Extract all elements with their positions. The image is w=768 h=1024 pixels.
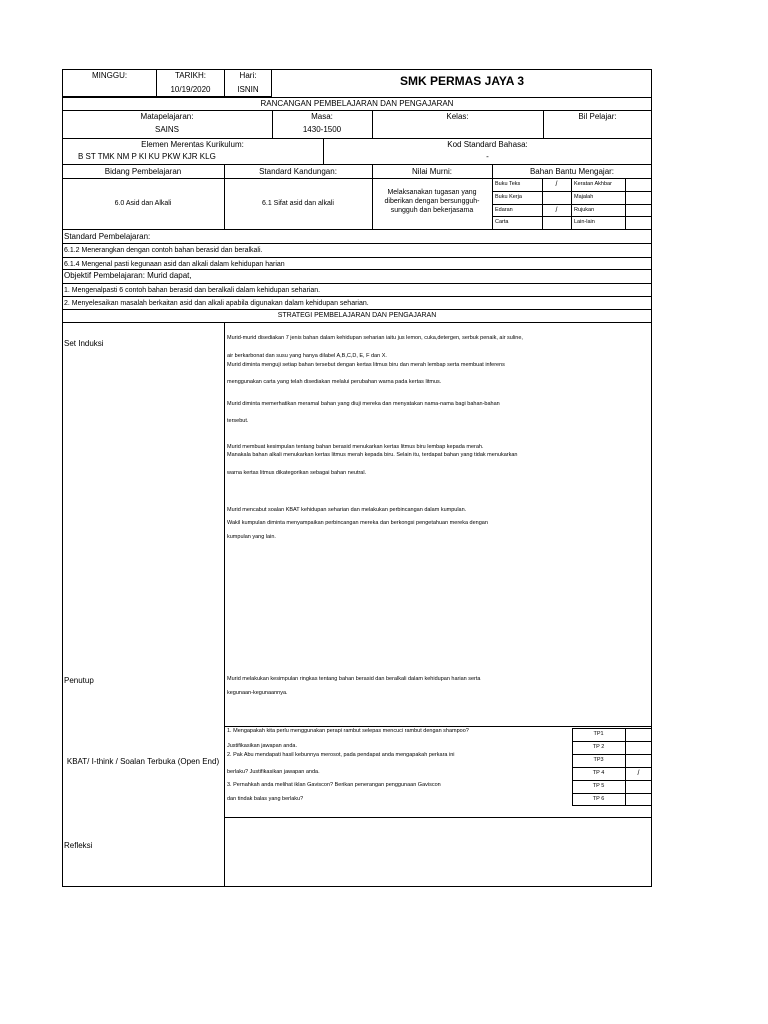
penutup-line: Murid melakukan kesimpulan ringkas tentang bahan berasid dan beralkali dalam kehidupan harian serta (227, 676, 481, 682)
tp-mark: / (637, 770, 640, 777)
bahan-right: Rujukan (574, 207, 595, 213)
strategi-title: STRATEGI PEMBELAJARAN DAN PENGAJARAN (277, 312, 437, 319)
matapelajaran-label: Matapelajaran: (140, 112, 194, 121)
tp-label: TP 6 (592, 796, 605, 802)
divider (62, 309, 652, 310)
refleksi-label: Refleksi (64, 841, 93, 850)
sp-item: 6.1.2 Menerangkan dengan contoh bahan berasid dan beralkali. (64, 247, 263, 254)
kbat-line: 1. Mengapakah kita perlu menggunakan perapi rambut selepas mencuci rambut dengan shampoo? (227, 728, 469, 734)
school-name: SMK PERMAS JAYA 3 (399, 74, 525, 88)
kbat-line: dan tindak balas yang berlaku? (227, 796, 304, 802)
kbat-line: 3. Pernahkah anda melihat iklan Gaviscon? Berikan penerangan penggunaan Gaviscon (227, 782, 441, 788)
kod-label: Kod Standard Bahasa: (447, 140, 528, 149)
kbat-line: Justifikasikan jawapan anda. (227, 743, 298, 749)
activity-line: air berkarbonat dan susu yang hanya dilabel A,B,C,D, E, F dan X. (227, 353, 387, 359)
activity-line: tersebut. (227, 418, 249, 424)
bahan-right: Lain-lain (574, 219, 595, 225)
bahan-right: Keratan Akhbar (574, 181, 612, 187)
activity-line: kumpulan yang lain. (227, 534, 276, 540)
divider (224, 322, 225, 887)
elemen-label: Elemen Merentas Kurikulum: (141, 140, 244, 149)
bil-pelajar-label: Bil Pelajar: (578, 112, 617, 121)
activity-line: warna kertas litmus dikategorikan sebagai bahan neutral. (227, 470, 367, 476)
standard-kandungan-header: Standard Kandungan: (259, 167, 337, 176)
hari-label: Hari: (239, 71, 257, 80)
tarikh-label: TARIKH: (175, 71, 206, 80)
divider (492, 204, 652, 205)
bidang-value: 6.0 Asid dan Alkali (114, 200, 172, 207)
objektif-label: Objektif Pembelajaran: Murid dapat, (64, 271, 192, 280)
activity-line: menggunakan carta yang telah disediakan melalui perubahan warna pada kertas litmus. (227, 379, 442, 385)
divider (224, 817, 652, 818)
divider (62, 283, 652, 284)
kbat-line: 2. Pak Abu mendapati hasil kebunnya merosot, pada pendapat anda mengapakah perkara ini (227, 752, 455, 758)
divider (62, 322, 652, 323)
bahan-left: Buku Teks (495, 181, 521, 187)
penutup-line: kegunaan-kegunaannya. (227, 690, 288, 696)
divider (572, 767, 652, 768)
sp-item: 6.1.4 Mengenal pasti kegunaan asid dan alkali dalam kehidupan harian (64, 261, 285, 268)
bahan-tick: / (555, 181, 558, 188)
bahan-left: Edaran (495, 207, 513, 213)
divider (62, 257, 652, 258)
divider (62, 243, 652, 244)
kbat-line: berlaku? Justifikasikan jawapan anda. (227, 769, 320, 775)
activity-line: Murid-murid disediakan 7 jenis bahan dalam kehidupan seharian iaitu jus lemon, cuka,detergen, serbuk penaik, air suline, (227, 335, 523, 341)
nilai-value: Melaksanakan tugasan yang diberikan dengan bersungguh-sungguh dan bekerjasama (384, 189, 480, 214)
sk-value: 6.1 Sifat asid dan alkali (262, 200, 334, 207)
matapelajaran-value: SAINS (154, 125, 179, 134)
activity-line: Murid mencabut soalan KBAT kehidupan seharian dan melakukan perbincangan dalam kumpulan. (227, 507, 467, 513)
tp-label: TP1 (593, 731, 604, 737)
penutup-label: Penutup (64, 676, 94, 685)
kod-value: - (486, 152, 489, 161)
nilai-murni-header: Nilai Murni: (411, 167, 452, 176)
tp-label: TP 2 (592, 744, 605, 750)
bahan-left: Carta (495, 219, 509, 225)
divider (492, 216, 652, 217)
kbat-label: KBAT/ I-think / Soalan Terbuka (Open End) (66, 757, 220, 766)
minggu-label: MINGGU: (92, 71, 128, 80)
divider (492, 191, 652, 192)
activity-line: Wakil kumpulan diminta menyampaikan perbincangan mereka dan berkongsi pengetahuan mereka dengan (227, 520, 488, 526)
masa-label: Masa: (311, 112, 333, 121)
divider (62, 110, 652, 111)
activity-line: Murid diminta menguji setiap bahan tersebut dengan kertas litmus biru dan merah lembap serta membuat inferens (227, 362, 505, 368)
bahan-tick: / (555, 207, 558, 214)
hari-value: ISNIN (237, 85, 259, 94)
tp-label: TP3 (593, 757, 604, 763)
divider (62, 164, 652, 165)
activity-line: Murid membuat kesimpulan tentang bahan berasid menukarkan kertas litmus biru lembap kepada merah. (227, 444, 484, 450)
tarikh-value: 10/19/2020 (170, 85, 211, 94)
bidang-header: Bidang Pembelajaran (104, 167, 182, 176)
set-induksi-label: Set Induksi (64, 339, 104, 348)
tp-label: TP 4 (592, 770, 605, 776)
bahan-bantu-header: Bahan Bantu Mengajar: (529, 167, 615, 176)
divider (62, 178, 652, 179)
divider (572, 793, 652, 794)
divider (62, 296, 652, 297)
bahan-right: Majalah (574, 194, 594, 200)
masa-value: 1430-1500 (302, 125, 342, 134)
standard-pembelajaran-label: Standard Pembelajaran: (64, 232, 151, 241)
divider (62, 269, 652, 270)
divider (224, 726, 652, 727)
divider (572, 754, 652, 755)
objektif-item: 2. Menyelesaikan masalah berkaitan asid dan alkali apabila digunakan dalam kehidupan seharian. (64, 300, 369, 307)
kelas-label: Kelas: (446, 112, 469, 121)
activity-line: Murid diminta memerhatikan meramal bahan yang diuji mereka dan menyatakan nama-nama bagi bahan-bahan (227, 401, 500, 407)
elemen-value: B ST TMK NM P KI KU PKW KJR KLG (78, 152, 216, 161)
divider (62, 229, 652, 230)
divider (572, 780, 652, 781)
bahan-left: Buku Kerja (495, 194, 522, 200)
divider (62, 138, 652, 139)
divider (62, 97, 652, 98)
divider (572, 741, 652, 742)
rpp-title: RANCANGAN PEMBELAJARAN DAN PENGAJARAN (260, 99, 454, 108)
activity-line: Manakala bahan alkali menukarkan kertas litmus merah kepada biru. Selain itu, terdapat bahan yang tidak menukarkan (227, 452, 518, 458)
tp-label: TP 5 (592, 783, 605, 789)
objektif-item: 1. Mengenalpasti 6 contoh bahan berasid dan beralkali dalam kehidupan seharian. (64, 287, 321, 294)
